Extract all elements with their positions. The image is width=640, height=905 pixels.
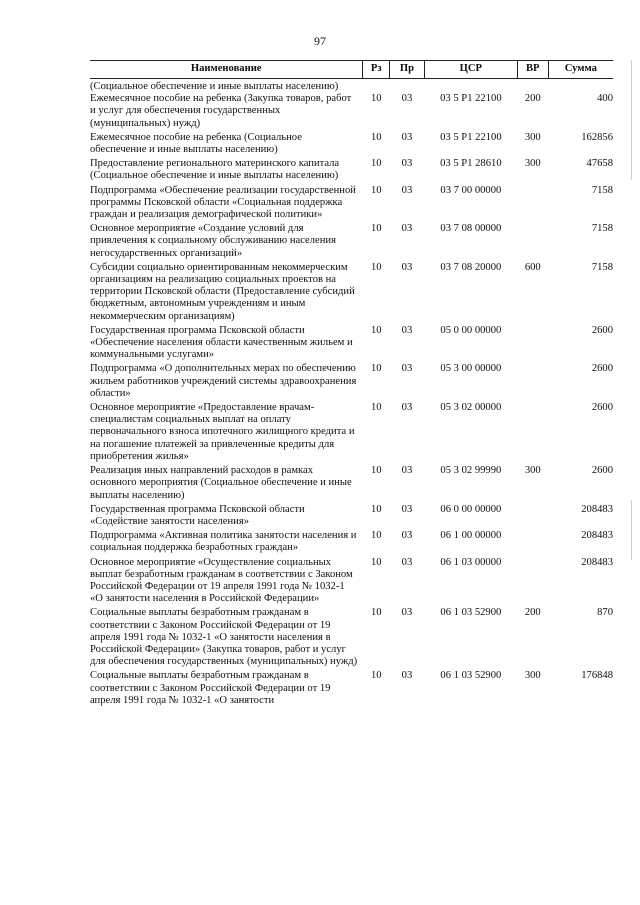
row-rz: 10 — [370, 223, 382, 235]
row-pr: 03 — [401, 158, 413, 170]
row-name: Предоставление регионального материнского капитала (Социальное обеспечение и иные выплаты населению) — [90, 158, 340, 182]
row-sum: 7158 — [591, 184, 614, 196]
row-rz: 10 — [370, 530, 382, 542]
row-pr: 03 — [401, 556, 413, 568]
row-sum: 7158 — [591, 261, 614, 273]
row-sum: 2600 — [591, 402, 614, 414]
row-pr: 03 — [401, 184, 413, 196]
row-sum: 2600 — [591, 324, 614, 336]
row-name: Социальные выплаты безработным гражданам в соответствии с Законом Российской Федерации от 19 апреля 1991 года № 1032-1 «О занятости — [90, 670, 331, 706]
row-sum: 2600 — [591, 363, 614, 375]
row-sum: 208483 — [581, 556, 614, 568]
row-name: Ежемесячное пособие на ребенка (Социальное обеспечение и иные выплаты населению) — [90, 131, 302, 156]
row-vr: 300 — [524, 131, 541, 143]
row-pr: 03 — [401, 93, 413, 105]
row-name: Ежемесячное пособие на ребенка (Закупка товаров, работ и услуг для обеспечения государственных (муниципальных) нужд) — [90, 93, 352, 129]
row-rz: 10 — [370, 556, 382, 568]
row-rz: 10 — [370, 324, 382, 336]
table-row — [90, 325, 613, 362]
row-name: Субсидии социально ориентированным некоммерческим организациям на реализацию социальных проектов на территории Псковской области (Предоставление субсидий бюджетным, автономным учреждениям и иным некоммерческим организациям) — [90, 261, 355, 322]
row-rz: 10 — [370, 503, 382, 515]
row-vr: 300 — [524, 465, 541, 477]
row-sum: 870 — [597, 607, 614, 619]
table-row — [90, 223, 613, 260]
row-pr: 03 — [401, 363, 413, 375]
row-csr: 06 1 00 00000 — [440, 530, 502, 542]
row-rz: 10 — [370, 670, 382, 682]
table-row — [90, 132, 613, 156]
row-csr: 05 3 02 00000 — [440, 402, 502, 414]
table-row — [90, 402, 613, 463]
scan-edge-mark — [631, 500, 632, 560]
row-vr: 600 — [524, 261, 541, 273]
row-sum: 162856 — [581, 131, 614, 143]
scan-edge-mark — [631, 60, 632, 180]
row-csr: 03 7 08 20000 — [440, 261, 502, 273]
row-csr: 05 3 02 99990 — [440, 465, 502, 477]
row-vr: 200 — [524, 93, 541, 105]
budget-table — [90, 60, 613, 709]
table-row — [90, 363, 613, 400]
row-sum: 208483 — [581, 503, 614, 515]
row-rz: 10 — [370, 465, 382, 477]
row-sum: 208483 — [581, 530, 614, 542]
row-csr: 03 7 08 00000 — [440, 223, 502, 235]
row-vr: 200 — [524, 607, 541, 619]
continuation-text: (Социальное обеспечение и иные выплаты населению) — [90, 81, 339, 92]
table-row — [90, 504, 613, 528]
row-pr: 03 — [401, 402, 413, 414]
row-rz: 10 — [370, 607, 382, 619]
row-vr: 300 — [524, 670, 541, 682]
table-row — [90, 262, 613, 323]
row-name: Основное мероприятие «Предоставление врачам-специалистам социальных выплат на оплату первоначального взноса ипотечного жилищного кредита и на погашение платежей за привлеченные кредиты для приобретения жилья» — [90, 402, 355, 462]
table-body — [90, 93, 613, 707]
row-csr: 06 1 03 52900 — [440, 670, 502, 682]
row-sum: 2600 — [591, 465, 614, 477]
row-rz: 10 — [370, 402, 382, 414]
row-name: Социальные выплаты безработным гражданам в соответствии с Законом Российской Федерации от 19 апреля 1991 года № 1032-1 «О занятости населения в Российской Федерации» (Закупка товаров, работ и услуг для обеспечения государственных (муниципальных) нужд) — [90, 607, 358, 668]
table-row — [90, 607, 613, 668]
table-row — [90, 93, 613, 130]
row-csr: 05 3 00 00000 — [440, 363, 502, 375]
table-row — [90, 465, 613, 502]
header-sum: Сумма — [564, 63, 597, 75]
table-row — [90, 530, 613, 554]
table-header — [90, 60, 613, 79]
row-csr: 06 1 03 00000 — [440, 556, 502, 568]
row-csr: 06 0 00 00000 — [440, 503, 502, 515]
page-number: 97 — [314, 34, 326, 48]
row-csr: 03 7 00 00000 — [440, 184, 502, 196]
row-rz: 10 — [370, 363, 382, 375]
header-rz: Рз — [370, 63, 382, 75]
row-name: Подпрограмма «О дополнительных мерах по обеспечению жильем работников учреждений системы здравоохранения области» — [90, 363, 357, 399]
row-sum: 7158 — [591, 223, 614, 235]
row-pr: 03 — [401, 131, 413, 143]
row-sum: 47658 — [586, 158, 614, 170]
row-name: Подпрограмма «Обеспечение реализации государственной программы Псковской области «Социальная поддержка граждан и реализация демографической политики» — [90, 184, 356, 221]
row-csr: 06 1 03 52900 — [440, 607, 502, 619]
table-row — [90, 670, 613, 707]
row-rz: 10 — [370, 131, 382, 143]
row-csr: 03 5 Р1 22100 — [440, 131, 502, 143]
table-row — [90, 185, 613, 222]
row-rz: 10 — [370, 93, 382, 105]
row-csr: 05 0 00 00000 — [440, 324, 502, 336]
row-pr: 03 — [401, 465, 413, 477]
row-vr: 300 — [524, 158, 541, 170]
table-row — [90, 158, 613, 182]
header-csr: ЦСР — [459, 63, 483, 75]
header-name: Наименование — [190, 63, 262, 75]
row-name: Государственная программа Псковской области «Содействие занятости населения» — [90, 503, 305, 527]
row-pr: 03 — [401, 324, 413, 336]
row-pr: 03 — [401, 223, 413, 235]
table-row — [90, 557, 613, 606]
row-pr: 03 — [401, 607, 413, 619]
row-pr: 03 — [401, 530, 413, 542]
row-sum: 400 — [597, 93, 614, 105]
row-pr: 03 — [401, 261, 413, 273]
row-name: Реализация иных направлений расходов в рамках основного мероприятия (Социальное обеспечение и иные выплаты населению) — [90, 465, 352, 501]
row-name: Подпрограмма «Активная политика занятости населения и социальная поддержка безработных граждан» — [90, 530, 357, 554]
row-sum: 176848 — [581, 670, 614, 682]
row-csr: 03 5 Р1 22100 — [440, 93, 502, 105]
row-rz: 10 — [370, 261, 382, 273]
row-csr: 03 5 Р1 28610 — [440, 158, 502, 170]
row-rz: 10 — [370, 158, 382, 170]
header-vr: ВР — [525, 63, 540, 75]
row-rz: 10 — [370, 184, 382, 196]
row-name: Государственная программа Псковской области «Обеспечение населения области качественным жильем и коммунальными услугами» — [90, 324, 353, 361]
row-pr: 03 — [401, 670, 413, 682]
header-pr: Пр — [399, 63, 415, 75]
row-name: Основное мероприятие «Осуществление социальных выплат безработным гражданам в соответствии с Законом Российской Федерации от 19 апреля 1991 года № 1032-1 «О занятости населения в Российской Федерации» — [90, 556, 353, 605]
row-name: Основное мероприятие «Создание условий для привлечения к социальному обслуживанию населения негосударственных организаций» — [90, 223, 336, 259]
row-pr: 03 — [401, 503, 413, 515]
